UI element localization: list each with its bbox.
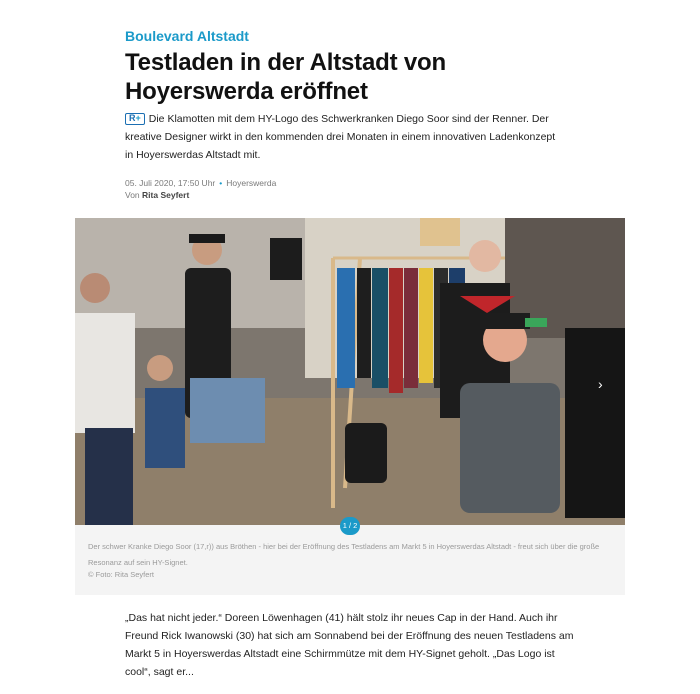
- teaser-text: Die Klamotten mit dem HY-Logo des Schwerkranken Diego Soor sind der Renner. Der kreative Designer wirkt in den kommenden drei Monaten in einem innovativen Ladenkonzept in Hoyerswerdas Altstadt mit.: [125, 113, 556, 161]
- meta-separator-icon: •: [219, 178, 223, 188]
- article-kicker[interactable]: Boulevard Altstadt: [125, 28, 249, 44]
- photo-illustration: [75, 218, 625, 525]
- byline-prefix: Von: [125, 190, 140, 200]
- badge-plus: +: [135, 113, 141, 123]
- article-teaser: [125, 110, 565, 164]
- article-author[interactable]: Rita Seyfert: [142, 190, 190, 200]
- plus-badge-icon: [125, 113, 145, 125]
- article-meta: [125, 177, 276, 189]
- photo-credit: © Foto: Rita Seyfert: [88, 570, 154, 579]
- gallery-photo[interactable]: [75, 218, 625, 525]
- article-location: Hoyerswerda: [226, 178, 277, 188]
- photo-caption: Der schwer Kranke Diego Soor (17,r)) aus Bröthen - hier bei der Eröffnung des Testladens am Markt 5 in Hoyerswerdas Altstadt - freut sich über die große Resonanz auf sein HY-Signet.: [88, 542, 600, 567]
- article-headline: Testladen in der Altstadt von Hoyerswerda eröffnet: [125, 49, 446, 105]
- article-body: „Das hat nicht jeder.“ Doreen Löwenhagen (41) hält stolz ihr neues Cap in der Hand. Auch ihr Freund Rick Iwanowski (30) hat sich am Sonnabend bei der Eröffnung des neuen Testladens am Markt 5 in Hoyerswerdas Altstadt eine Schirmmütze mit dem HY-Signet geholt. „Das Logo ist cool“, sagt er...: [125, 612, 574, 678]
- article-date: 05. Juli 2020, 17:50 Uhr: [125, 178, 216, 188]
- chevron-right-icon[interactable]: ›: [598, 376, 603, 392]
- badge-letter: R: [129, 113, 136, 123]
- article-byline: [125, 189, 189, 201]
- gallery-counter: 1 / 2: [340, 517, 360, 535]
